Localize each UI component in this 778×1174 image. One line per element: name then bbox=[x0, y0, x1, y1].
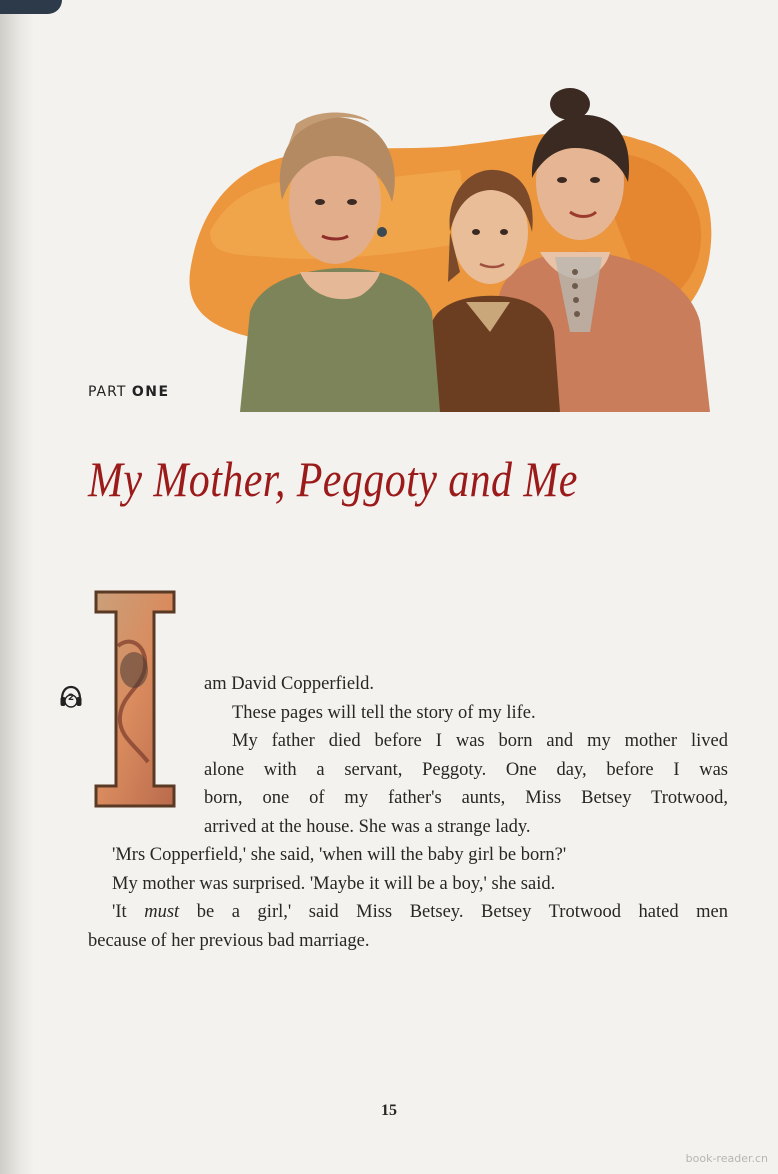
body-line: arrived at the house. She was a strange lady. bbox=[204, 816, 531, 837]
part-prefix: PART bbox=[88, 384, 127, 400]
page-gutter-shadow bbox=[0, 0, 34, 1174]
body-line: am David Copperfield. bbox=[204, 674, 375, 694]
body-line: My mother was surprised. 'Maybe it will be a boy,' she said. bbox=[112, 873, 556, 894]
body-line: These pages will tell the story of my life. bbox=[232, 702, 536, 723]
part-word: ONE bbox=[131, 384, 170, 400]
part-label bbox=[88, 384, 170, 400]
watermark: book-reader.cn bbox=[685, 1152, 768, 1165]
body-line: alone with a servant, Peggoty. One day, before I was bbox=[204, 759, 728, 780]
audio-track-number: 2 bbox=[67, 693, 75, 703]
body-line bbox=[88, 898, 728, 927]
corner-mark bbox=[0, 0, 62, 14]
body-line: My father died before I was born and my mother lived bbox=[232, 731, 728, 751]
chapter-title: My Mother, Peggoty and Me bbox=[88, 451, 578, 507]
chapter-illustration bbox=[170, 82, 730, 412]
body-line: because of her previous bad marriage. bbox=[88, 930, 370, 951]
body-line-part: 'It bbox=[112, 902, 145, 922]
page-number: 15 bbox=[381, 1102, 397, 1119]
body-line: 'Mrs Copperfield,' she said, 'when will the baby girl be born?' bbox=[112, 845, 567, 865]
body-emphasis: must bbox=[144, 902, 180, 922]
body-text bbox=[88, 670, 728, 955]
body-line: born, one of my father's aunts, Miss Betsey Trotwood, bbox=[204, 788, 728, 808]
body-line-part: be a girl,' said Miss Betsey. Betsey Trotwood hated men bbox=[179, 902, 728, 922]
